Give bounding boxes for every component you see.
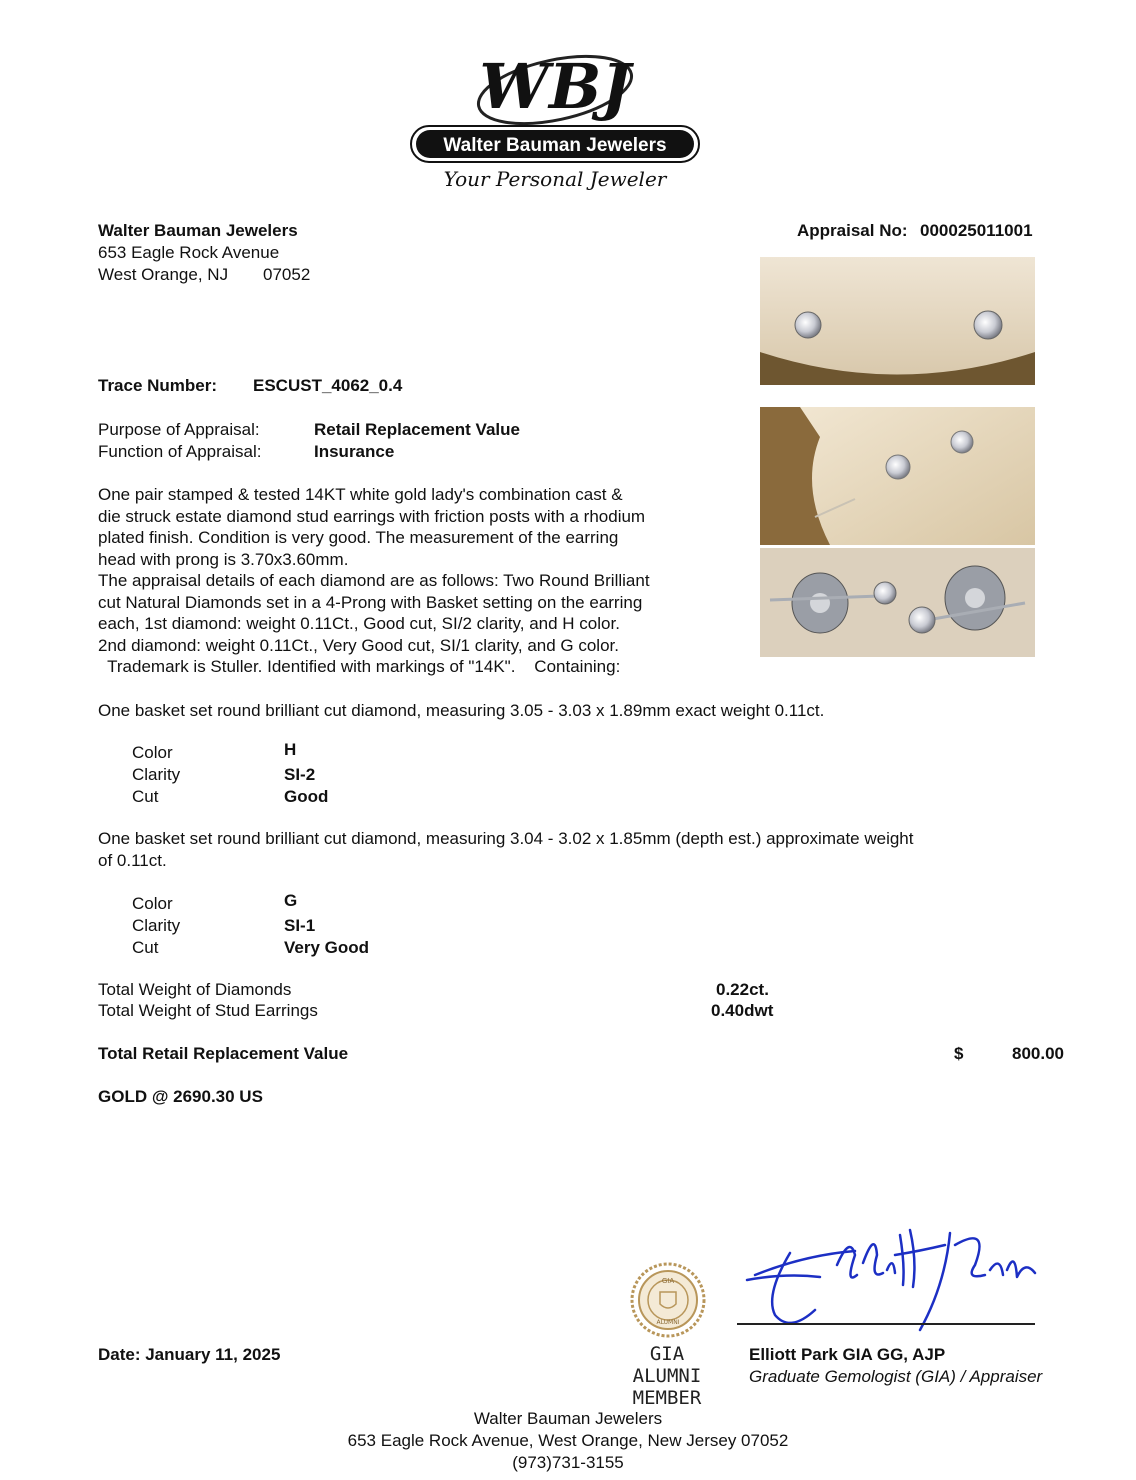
gia-line1: GIA ALUMNI bbox=[632, 1343, 702, 1387]
wbj-logo-graphic bbox=[405, 40, 705, 200]
diamond-2-color-row bbox=[132, 893, 532, 915]
description-line: plated finish. Condition is very good. The measurement of the earring bbox=[98, 528, 619, 547]
appraiser-signature bbox=[745, 1215, 1045, 1335]
signature-graphic bbox=[745, 1215, 1045, 1335]
business-name: Walter Bauman Jewelers bbox=[98, 221, 298, 240]
gia-seal-icon bbox=[630, 1262, 706, 1338]
trace-number: ESCUST_4062_0.4 bbox=[253, 376, 403, 395]
appraisal-number: 000025011001 bbox=[920, 221, 1033, 240]
logo-banner-text: Walter Bauman Jewelers bbox=[443, 135, 667, 156]
logo-monogram: WBJ bbox=[479, 50, 631, 123]
description-line: The appraisal details of each diamond are as follows: Two Round Brilliant bbox=[98, 571, 650, 590]
clarity-label: Clarity bbox=[132, 916, 181, 935]
item-description bbox=[98, 484, 758, 678]
total-weight-earrings-value: 0.40dwt bbox=[711, 1001, 774, 1020]
appraiser-name: Elliott Park GIA GG, AJP bbox=[749, 1345, 946, 1364]
cut-label: Cut bbox=[132, 938, 159, 957]
logo-tagline: Your Personal Jeweler bbox=[443, 167, 667, 191]
trace-number-label: Trace Number: bbox=[98, 376, 218, 395]
cut-value: Very Good bbox=[284, 938, 370, 957]
seal-bottom-text: ALUMNI bbox=[656, 1319, 680, 1326]
color-value: H bbox=[284, 740, 297, 759]
description-line: die struck estate diamond stud earrings with friction posts with a rhodium bbox=[98, 506, 646, 526]
description-line: head with prong is 3.70x3.60mm. bbox=[98, 549, 349, 569]
gia-alumni-member-text bbox=[612, 1343, 722, 1409]
cut-label: Cut bbox=[132, 787, 159, 806]
footer-phone: (973)731-3155 bbox=[512, 1453, 624, 1472]
earring-photo-1 bbox=[760, 257, 1035, 385]
business-zip: 07052 bbox=[263, 265, 311, 284]
currency-symbol: $ bbox=[954, 1044, 964, 1063]
appraisal-date: Date: January 11, 2025 bbox=[98, 1345, 281, 1364]
diamond-1-description: One basket set round brilliant cut diamond, measuring 3.05 - 3.03 x 1.89mm exact weight 0.11ct. bbox=[98, 701, 825, 720]
earrings-with-backs-image bbox=[760, 548, 1035, 657]
total-weight-diamonds-value: 0.22ct. bbox=[716, 980, 769, 999]
business-address-line1: 653 Eagle Rock Avenue bbox=[98, 243, 280, 262]
purpose-label: Purpose of Appraisal: bbox=[98, 420, 260, 439]
diamond-1-color-row bbox=[132, 742, 532, 764]
appraisal-number-label: Appraisal No: bbox=[797, 221, 908, 240]
description-line: One pair stamped & tested 14KT white gold lady's combination cast & bbox=[98, 485, 623, 504]
diamond-1-clarity-row bbox=[132, 764, 532, 786]
function-label: Function of Appraisal: bbox=[98, 442, 262, 461]
color-label: Color bbox=[132, 894, 173, 913]
total-retail-value: 800.00 bbox=[1012, 1044, 1064, 1063]
total-weight-earrings-label: Total Weight of Stud Earrings bbox=[98, 1001, 318, 1020]
color-value: G bbox=[284, 891, 298, 910]
diamond-2-cut-row bbox=[132, 937, 532, 959]
diamond-2-description-line1: One basket set round brilliant cut diamond, measuring 3.04 - 3.02 x 1.85mm (depth est.) approximate weight bbox=[98, 829, 914, 848]
earrings-side-view-image bbox=[760, 407, 1035, 545]
clarity-label: Clarity bbox=[132, 765, 181, 784]
seal-top-text: GIA bbox=[661, 1277, 675, 1285]
description-line: Trademark is Stuller. Identified with markings of "14K". Containing: bbox=[98, 657, 621, 676]
company-logo bbox=[405, 40, 705, 200]
appraiser-title: Graduate Gemologist (GIA) / Appraiser bbox=[749, 1367, 1043, 1386]
color-label: Color bbox=[132, 743, 173, 762]
diamond-2-clarity-row bbox=[132, 915, 532, 937]
clarity-value: SI-2 bbox=[284, 765, 316, 784]
purpose-value: Retail Replacement Value bbox=[314, 420, 520, 439]
gia-line2: MEMBER bbox=[632, 1387, 702, 1409]
business-city-state: West Orange, NJ bbox=[98, 265, 229, 284]
footer-address bbox=[0, 1408, 1136, 1474]
gia-alumni-seal bbox=[630, 1262, 706, 1338]
footer-street-address: 653 Eagle Rock Avenue, West Orange, New Jersey 07052 bbox=[347, 1431, 789, 1450]
earring-photo-2 bbox=[760, 407, 1035, 545]
earrings-on-cushion-image bbox=[760, 257, 1035, 385]
total-weight-diamonds-label: Total Weight of Diamonds bbox=[98, 980, 292, 999]
description-line: each, 1st diamond: weight 0.11Ct., Good cut, SI/2 clarity, and H color. bbox=[98, 614, 620, 633]
description-line: cut Natural Diamonds set in a 4-Prong with Basket setting on the earring bbox=[98, 592, 643, 612]
diamond-2-description-line2: of 0.11ct. bbox=[98, 851, 167, 870]
footer-business-name: Walter Bauman Jewelers bbox=[473, 1409, 663, 1428]
description-line: 2nd diamond: weight 0.11Ct., Very Good cut, SI/1 clarity, and G color. bbox=[98, 635, 619, 655]
diamond-1-cut-row bbox=[132, 786, 532, 808]
clarity-value: SI-1 bbox=[284, 916, 316, 935]
signature-line bbox=[737, 1323, 1035, 1325]
earring-photo-3 bbox=[760, 548, 1035, 657]
gold-price: GOLD @ 2690.30 US bbox=[98, 1087, 263, 1106]
function-value: Insurance bbox=[314, 442, 395, 461]
cut-value: Good bbox=[284, 787, 329, 806]
total-retail-value-label: Total Retail Replacement Value bbox=[98, 1044, 349, 1063]
